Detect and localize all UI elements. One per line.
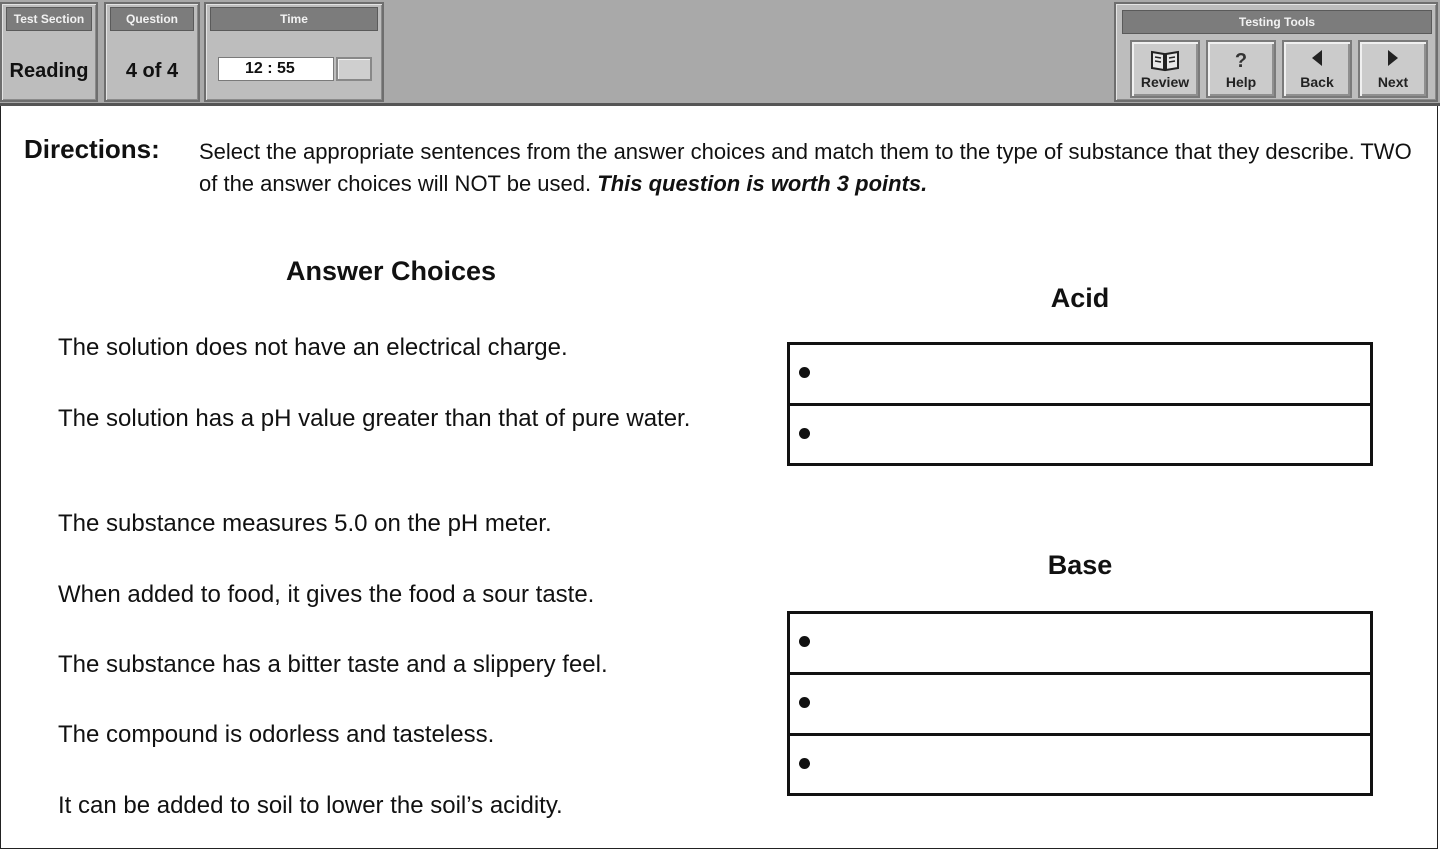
question-title: Question — [110, 7, 194, 31]
answer-choices-heading: Answer Choices — [285, 256, 497, 286]
acid-answer-box — [787, 342, 1373, 466]
answer-choice[interactable]: When added to food, it gives the food a sour taste. — [58, 581, 595, 608]
next-button[interactable] — [1358, 40, 1428, 98]
testing-tools-title: Testing Tools — [1122, 10, 1432, 34]
bullet-icon — [799, 697, 810, 708]
acid-heading: Acid — [1050, 283, 1110, 313]
answer-choice[interactable]: It can be added to soil to lower the soil’s acidity. — [58, 792, 563, 819]
book-icon — [1132, 48, 1198, 74]
directions-body: Select the appropriate sentences from the answer choices and match them to the type of substance that they describe. TWO of the answer choices will NOT be used. — [199, 139, 1412, 196]
back-button[interactable] — [1282, 40, 1352, 98]
time-title: Time — [210, 7, 378, 31]
base-heading: Base — [1047, 550, 1113, 580]
answer-choice[interactable]: The solution has a pH value greater than that of pure water. — [58, 405, 691, 432]
base-answer-box — [787, 611, 1373, 796]
test-section-value: Reading — [9, 60, 89, 82]
bullet-icon — [799, 428, 810, 439]
help-label: Help — [1225, 74, 1257, 90]
base-slot-2[interactable] — [790, 675, 1370, 736]
directions-label: Directions: — [24, 134, 160, 164]
answer-choice[interactable]: The compound is odorless and tasteless. — [58, 721, 495, 748]
next-label: Next — [1377, 74, 1409, 90]
directions-text — [199, 136, 1414, 200]
base-slot-3[interactable] — [790, 736, 1370, 797]
base-slot-1[interactable] — [790, 614, 1370, 675]
top-toolbar — [0, 0, 1440, 106]
test-section-title: Test Section — [6, 7, 92, 31]
acid-slot-1[interactable] — [790, 345, 1370, 406]
answer-choice[interactable]: The solution does not have an electrical charge. — [58, 334, 568, 361]
bullet-icon — [799, 758, 810, 769]
time-panel — [204, 2, 384, 102]
bullet-icon — [799, 367, 810, 378]
test-section-panel — [0, 2, 98, 102]
help-button[interactable] — [1206, 40, 1276, 98]
testing-tools-panel — [1114, 2, 1438, 102]
hide-time-button[interactable] — [336, 57, 372, 81]
question-counter: 4 of 4 — [125, 60, 179, 82]
directions-points-note: This question is worth 3 points. — [597, 171, 928, 196]
bullet-icon — [799, 636, 810, 647]
question-panel — [104, 2, 200, 102]
timer-display: 12 : 55 — [218, 57, 334, 81]
acid-slot-2[interactable] — [790, 406, 1370, 467]
question-mark-icon: ? — [1234, 50, 1248, 72]
answer-choice[interactable]: The substance has a bitter taste and a slippery feel. — [58, 651, 608, 678]
review-label: Review — [1140, 74, 1190, 90]
back-label: Back — [1300, 74, 1334, 90]
answer-choice[interactable]: The substance measures 5.0 on the pH meter. — [58, 510, 552, 537]
next-arrow-icon — [1360, 48, 1426, 74]
back-arrow-icon — [1284, 48, 1350, 74]
review-button[interactable] — [1130, 40, 1200, 98]
